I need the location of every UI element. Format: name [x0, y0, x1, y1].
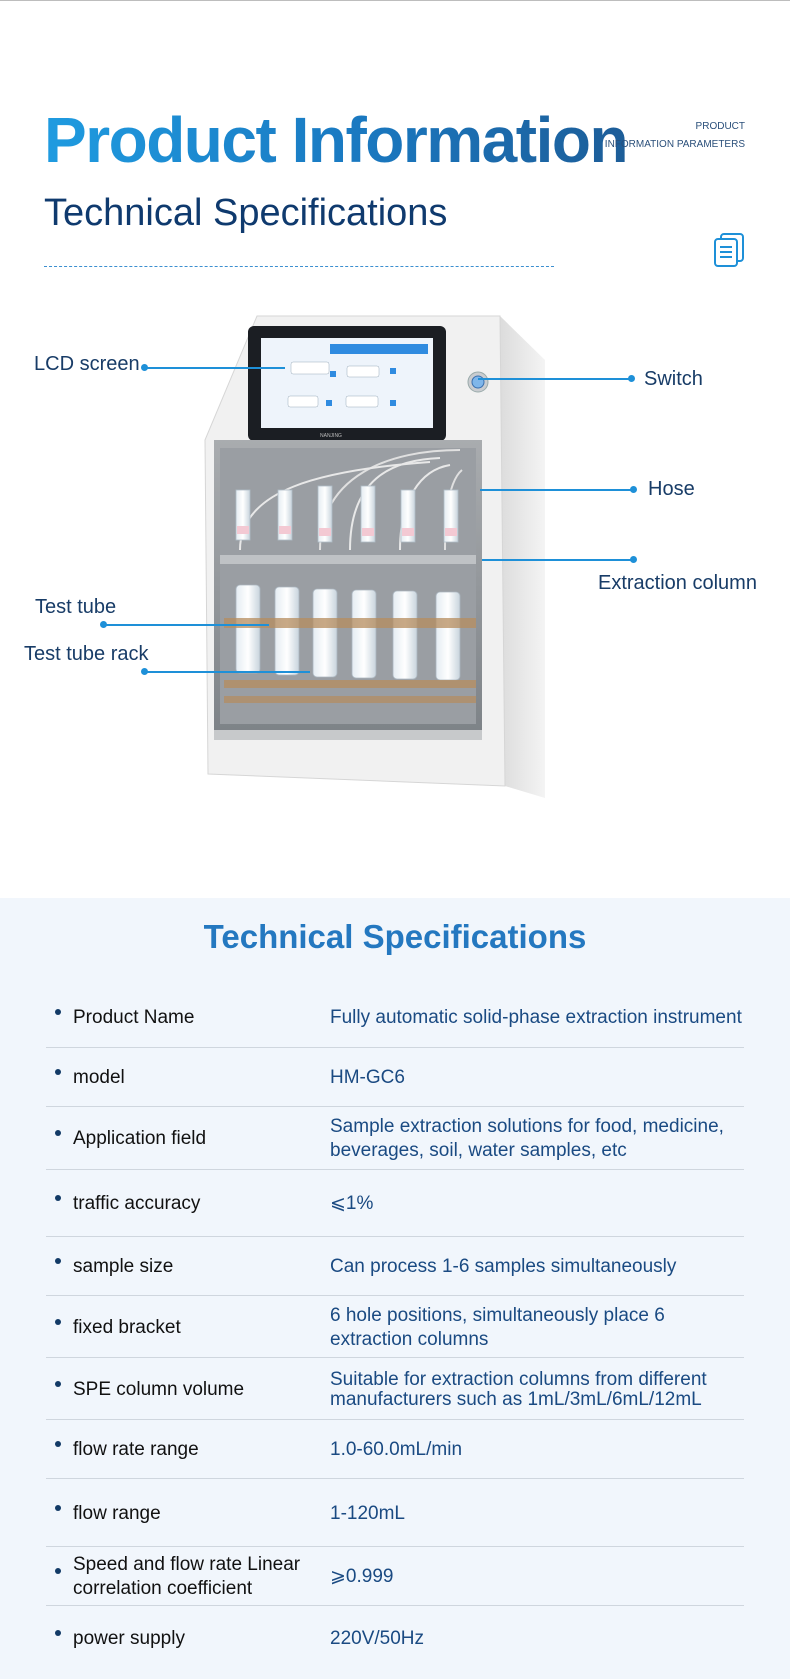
- spec-heading: Technical Specifications: [203, 918, 587, 955]
- bullet-icon: [55, 1130, 61, 1136]
- pointer-dot: [630, 556, 637, 563]
- spec-row: [46, 1108, 744, 1170]
- spec-value: ⩾0.999: [330, 1566, 394, 1587]
- row-divider: [46, 1236, 744, 1237]
- row-divider: [46, 1106, 744, 1107]
- spec-value: Sample extraction solutions for food, medicine, beverages, soil, water samples, etc: [330, 1116, 724, 1161]
- bullet-icon: [55, 1568, 61, 1574]
- bullet-icon: [55, 1258, 61, 1264]
- spec-name: sample size: [73, 1256, 174, 1277]
- row-divider: [46, 1419, 744, 1420]
- spec-name: SPE column volume: [73, 1378, 245, 1400]
- row-divider: [46, 1169, 744, 1170]
- spec-row: [46, 1359, 744, 1420]
- spec-row: [46, 988, 744, 1048]
- row-divider: [46, 1546, 744, 1547]
- section-subtitle: Technical Specifications: [44, 192, 448, 234]
- pointer-dot: [630, 486, 637, 493]
- extraction-instrument-image: [200, 300, 570, 800]
- pointer-dot: [628, 375, 635, 382]
- spec-name: Product Name: [73, 1007, 195, 1028]
- header-tag-line1: PRODUCT: [695, 121, 745, 132]
- spec-row: [46, 1049, 744, 1107]
- pointer-line: [478, 378, 630, 380]
- bullet-icon: [55, 1009, 61, 1015]
- bullet-icon: [55, 1319, 61, 1325]
- spec-value: 1.0-60.0mL/min: [330, 1439, 463, 1460]
- pointer-line: [104, 624, 269, 626]
- spec-name: traffic accuracy: [73, 1193, 201, 1214]
- bullet-icon: [55, 1505, 61, 1511]
- label-test-tube: Test tube: [35, 596, 117, 618]
- spec-name: flow range: [73, 1502, 161, 1524]
- spec-name: Application field: [73, 1128, 207, 1149]
- bullet-icon: [55, 1441, 61, 1447]
- pointer-line: [145, 367, 285, 369]
- row-divider: [46, 1295, 744, 1296]
- spec-value: 1-120mL: [330, 1502, 405, 1524]
- spec-value: ⩽1%: [330, 1193, 374, 1214]
- header-tag: [605, 118, 745, 154]
- label-extraction-column: Extraction column: [598, 572, 757, 594]
- screen-brand: NANJING: [320, 433, 342, 439]
- row-divider: [46, 1605, 744, 1606]
- spec-name: power supply: [73, 1628, 185, 1649]
- spec-value: HM-GC6: [330, 1067, 405, 1088]
- spec-value: Suitable for extraction columns from different manufacturers such as 1mL/3mL/6mL/12mL: [330, 1368, 707, 1410]
- spec-name: fixed bracket: [73, 1316, 181, 1338]
- pointer-line: [482, 559, 632, 561]
- label-lcd-screen: LCD screen: [34, 353, 140, 375]
- spec-row: [46, 1297, 744, 1358]
- dashed-divider: [44, 266, 554, 267]
- spec-row: [46, 1480, 744, 1547]
- label-hose: Hose: [648, 478, 695, 500]
- spec-row: [46, 1548, 744, 1606]
- spec-row: [46, 1238, 744, 1296]
- bullet-icon: [55, 1630, 61, 1636]
- spec-value: Can process 1-6 samples simultaneously: [330, 1256, 677, 1277]
- bullet-icon: [55, 1069, 61, 1075]
- bullet-icon: [55, 1195, 61, 1201]
- row-divider: [46, 1357, 744, 1358]
- label-test-tube-rack: Test tube rack: [24, 643, 149, 665]
- page-title: Product Information: [44, 104, 628, 176]
- spec-row: [46, 1171, 744, 1237]
- spec-value: 6 hole positions, simultaneously place 6 extraction columns: [330, 1304, 665, 1350]
- row-divider: [46, 1478, 744, 1479]
- spec-name: Speed and flow rate Linear correlation coefficient: [73, 1554, 301, 1599]
- label-switch: Switch: [644, 368, 703, 390]
- header-tag-line2: INFORMATION PARAMETERS: [604, 139, 745, 150]
- spec-value: Fully automatic solid-phase extraction instrument: [330, 1007, 742, 1028]
- pointer-line: [145, 671, 310, 673]
- spec-row: [46, 1421, 744, 1479]
- top-border: [0, 0, 790, 1]
- spec-name: flow rate range: [73, 1439, 199, 1460]
- document-icon: [712, 232, 746, 268]
- pointer-line: [480, 489, 632, 491]
- bullet-icon: [55, 1381, 61, 1387]
- spec-row: [46, 1607, 744, 1671]
- row-divider: [46, 1047, 744, 1048]
- spec-value: 220V/50Hz: [330, 1628, 425, 1649]
- spec-name: model: [73, 1067, 125, 1088]
